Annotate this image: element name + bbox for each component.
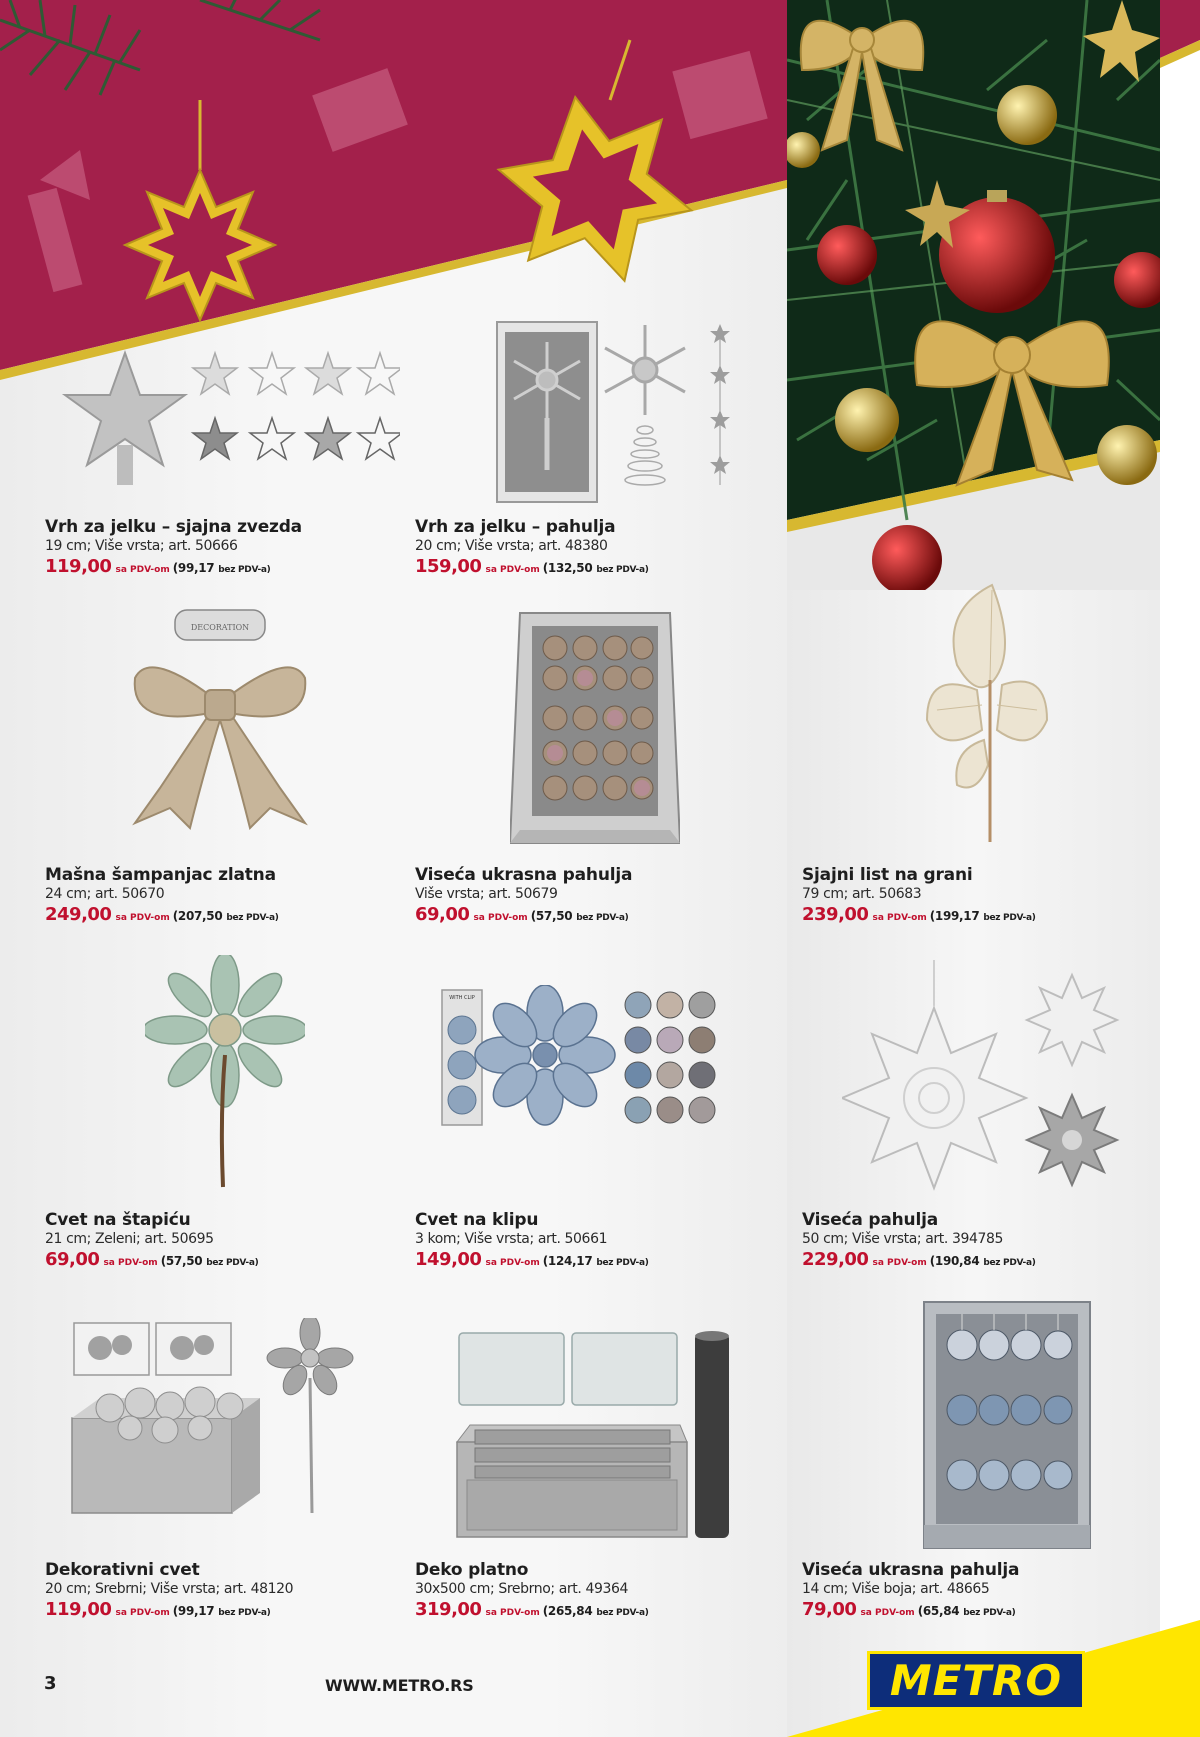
vat-label: sa PDV-om: [872, 913, 927, 923]
net-amount: (132,50: [542, 561, 593, 575]
product-glitter-leaf-branch: [797, 580, 1157, 938]
price-net: [543, 561, 649, 575]
net-label: bez PDV-a): [576, 913, 629, 923]
vat-label: sa PDV-om: [115, 565, 170, 575]
net-label: bez PDV-a): [983, 1258, 1036, 1268]
vat-label: sa PDV-om: [872, 1258, 927, 1268]
price-gross: 119,00: [45, 1599, 112, 1620]
net-amount: (265,84: [542, 1604, 593, 1618]
net-amount: (190,84: [929, 1254, 980, 1268]
product-info: [802, 865, 1036, 929]
product-name: Sjajni list na grani: [802, 865, 973, 885]
package-label: WITH CLIP: [449, 995, 475, 1001]
price-line: [802, 1249, 1036, 1274]
price-line: [45, 904, 279, 929]
product-info: [45, 865, 279, 929]
price-gross: 229,00: [802, 1249, 869, 1270]
price-gross: 249,00: [45, 904, 112, 925]
vat-label: sa PDV-om: [485, 1608, 540, 1618]
net-amount: (57,50: [160, 1254, 203, 1268]
net-label: bez PDV-a): [596, 565, 649, 575]
page-number: 3: [44, 1673, 57, 1694]
price-net: [531, 909, 629, 923]
product-decorative-flower: [40, 1318, 400, 1638]
net-amount: (124,17: [542, 1254, 593, 1268]
glitter-leaf-branch-icon: [922, 580, 1052, 845]
metro-logo-text: METRO: [889, 1656, 1063, 1705]
product-name: Dekorativni cvet: [45, 1560, 200, 1580]
product-info: [45, 517, 302, 581]
vat-label: sa PDV-om: [115, 913, 170, 923]
product-snowflake-tree-topper: [410, 320, 780, 590]
price-line: [802, 904, 1036, 929]
product-specs: 20 cm; Srebrni; Više vrsta; art. 48120: [45, 1581, 294, 1597]
net-label: bez PDV-a): [983, 913, 1036, 923]
product-name: Mašna šampanjac zlatna: [45, 865, 276, 885]
product-info: [802, 1210, 1036, 1274]
product-specs: 79 cm; art. 50683: [802, 886, 922, 902]
price-line: [415, 1599, 649, 1624]
price-net: [161, 1254, 259, 1268]
product-specs: 50 cm; Više vrsta; art. 394785: [802, 1231, 1004, 1247]
net-label: bez PDV-a): [206, 1258, 259, 1268]
price-net: [930, 1254, 1036, 1268]
price-line: [415, 1249, 649, 1274]
price-line: [415, 556, 649, 581]
hanging-star-icon: [842, 960, 1122, 1200]
product-specs: 21 cm; Zeleni; art. 50695: [45, 1231, 214, 1247]
product-info: [415, 1210, 649, 1274]
product-info: [45, 1210, 258, 1274]
net-amount: (65,84: [917, 1604, 960, 1618]
price-gross: 69,00: [415, 904, 470, 925]
price-gross: 149,00: [415, 1249, 482, 1270]
price-gross: 319,00: [415, 1599, 482, 1620]
price-net: [543, 1254, 649, 1268]
vat-label: sa PDV-om: [103, 1258, 158, 1268]
deco-fabric-icon: [455, 1330, 740, 1540]
decorative-flower-box-icon: [70, 1318, 400, 1518]
net-label: bez PDV-a): [218, 565, 271, 575]
clip-flower-icon: [440, 985, 740, 1135]
net-label: bez PDV-a): [218, 1608, 271, 1618]
price-gross: 119,00: [45, 556, 112, 577]
price-line: [45, 556, 302, 581]
product-name: Viseća ukrasna pahulja: [802, 1560, 1020, 1580]
product-hanging-star: [797, 960, 1157, 1285]
product-star-tree-topper: [40, 330, 400, 590]
snowflake-tree-topper-icon: [495, 320, 740, 505]
bow-icon: [130, 608, 310, 833]
product-flower-pick: [40, 955, 400, 1285]
vat-label: sa PDV-om: [860, 1608, 915, 1618]
product-info: [45, 1560, 293, 1624]
product-name: Vrh za jelku – pahulja: [415, 517, 616, 537]
product-specs: Više vrsta; art. 50679: [415, 886, 558, 902]
price-line: [415, 904, 632, 929]
vat-label: sa PDV-om: [485, 1258, 540, 1268]
net-amount: (99,17: [172, 561, 215, 575]
price-net: [173, 561, 271, 575]
product-info: [415, 865, 632, 929]
price-net: [173, 909, 279, 923]
product-name: Cvet na klipu: [415, 1210, 539, 1230]
net-label: bez PDV-a): [963, 1608, 1016, 1618]
net-label: bez PDV-a): [596, 1258, 649, 1268]
vat-label: sa PDV-om: [115, 1608, 170, 1618]
product-specs: 3 kom; Više vrsta; art. 50661: [415, 1231, 608, 1247]
price-line: [45, 1599, 293, 1624]
product-specs: 14 cm; Više boja; art. 48665: [802, 1581, 990, 1597]
product-name: Deko platno: [415, 1560, 529, 1580]
price-gross: 239,00: [802, 904, 869, 925]
website-link[interactable]: WWW.METRO.RS: [325, 1676, 474, 1695]
net-amount: (199,17: [929, 909, 980, 923]
price-gross: 69,00: [45, 1249, 100, 1270]
price-net: [173, 1604, 271, 1618]
net-label: bez PDV-a): [226, 913, 279, 923]
star-tree-topper-icon: [50, 330, 400, 490]
hanging-snowflake-display-icon: [510, 608, 680, 848]
product-specs: 24 cm; art. 50670: [45, 886, 165, 902]
metro-logo: [867, 1651, 1085, 1710]
price-net: [543, 1604, 649, 1618]
product-info: [415, 1560, 649, 1624]
product-name: Viseća ukrasna pahulja: [415, 865, 633, 885]
product-specs: 30x500 cm; Srebrno; art. 49364: [415, 1581, 628, 1597]
product-hanging-snowflake-display: [410, 608, 780, 938]
product-name: Cvet na štapiću: [45, 1210, 191, 1230]
price-line: [45, 1249, 258, 1274]
product-clip-flower: [410, 985, 780, 1285]
net-label: bez PDV-a): [596, 1608, 649, 1618]
net-amount: (57,50: [530, 909, 573, 923]
price-net: [930, 909, 1036, 923]
product-name: Viseća pahulja: [802, 1210, 938, 1230]
product-champagne-bow: [40, 608, 400, 938]
product-specs: 20 cm; Više vrsta; art. 48380: [415, 538, 608, 554]
product-info: [415, 517, 649, 581]
product-specs: 19 cm; Više vrsta; art. 50666: [45, 538, 238, 554]
snowflake-display-stand-icon: [922, 1300, 1092, 1550]
price-gross: 159,00: [415, 556, 482, 577]
package-label: DECORATION: [190, 623, 250, 632]
product-deco-fabric: [410, 1330, 780, 1638]
net-amount: (99,17: [172, 1604, 215, 1618]
net-amount: (207,50: [172, 909, 223, 923]
vat-label: sa PDV-om: [485, 565, 540, 575]
vat-label: sa PDV-om: [473, 913, 528, 923]
flower-pick-icon: [145, 955, 305, 1190]
product-name: Vrh za jelku – sjajna zvezda: [45, 517, 302, 537]
price-gross: 79,00: [802, 1599, 857, 1620]
christmas-tree-photo: [787, 0, 1160, 590]
